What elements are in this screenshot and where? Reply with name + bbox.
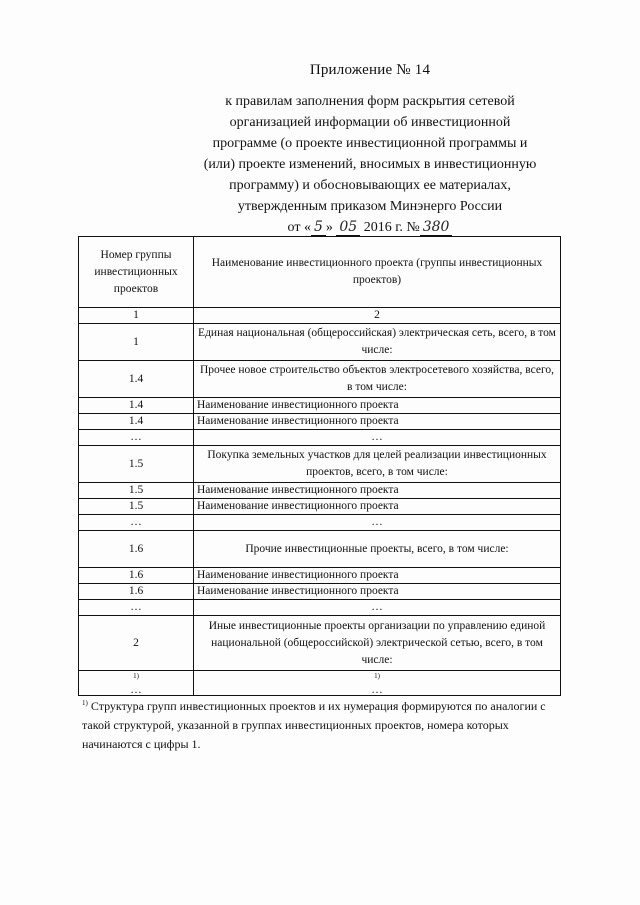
ellipsis-cell: …	[194, 430, 561, 446]
table-row	[79, 398, 561, 414]
table-row	[79, 324, 561, 361]
group-number: 1.5	[79, 483, 194, 499]
footnote-ref: 1)	[374, 672, 380, 680]
group-number: 1	[79, 324, 194, 361]
table-row	[79, 483, 561, 499]
rules-line: программу) и обосновывающих ее материалах,	[229, 178, 511, 193]
table-row	[79, 531, 561, 568]
ellipsis-cell: …	[194, 600, 561, 616]
project-name: Наименование инвестиционного проекта	[194, 414, 561, 430]
table-row	[79, 361, 561, 398]
group-name: Покупка земельных участков для целей реализации инвестиционных проектов, всего, в том числе:	[194, 446, 561, 483]
col1-index: 1	[79, 308, 194, 324]
table-index-row	[79, 308, 561, 324]
ellipsis-cell-footnoted	[79, 671, 194, 696]
project-name: Наименование инвестиционного проекта	[194, 499, 561, 515]
rules-line: к правилам заполнения форм раскрытия сетевой	[225, 94, 515, 109]
rules-line: (или) проекте изменений, вносимых в инвестиционную	[203, 157, 537, 172]
col2-header: Наименование инвестиционного проекта (группы инвестиционных проектов)	[194, 237, 561, 308]
rules-line: организацией информации об инвестиционной	[229, 115, 511, 130]
table-row	[79, 584, 561, 600]
table-row	[79, 446, 561, 483]
ellipsis-cell-footnoted	[194, 671, 561, 696]
group-name: Иные инвестиционные проекты организации по управлению единой национальной (общероссийской) электрической сетью, всего, в том числе:	[194, 616, 561, 671]
group-number: 1.4	[79, 361, 194, 398]
project-name: Наименование инвестиционного проекта	[194, 568, 561, 584]
ellipsis-text: …	[130, 683, 142, 696]
group-name: Прочие инвестиционные проекты, всего, в том числе:	[194, 531, 561, 568]
project-name: Наименование инвестиционного проекта	[194, 584, 561, 600]
table-row	[79, 568, 561, 584]
project-name: Наименование инвестиционного проекта	[194, 398, 561, 414]
date-month: 05	[336, 220, 360, 236]
group-number: 1.5	[79, 499, 194, 515]
table-row	[79, 499, 561, 515]
ellipsis-cell: …	[79, 515, 194, 531]
ellipsis-text: …	[371, 683, 383, 696]
projects-table	[78, 236, 561, 696]
table-row	[79, 515, 561, 531]
rules-line: утвержденным приказом Минэнерго России	[237, 199, 503, 214]
footnote-text: Структура групп инвестиционных проектов и их нумерация формируются по аналогии с такой структурой, указанной в группах инвестиционных проектов, номера которых начинаются с цифры 1.	[82, 699, 546, 751]
table-row	[79, 430, 561, 446]
table-row	[79, 414, 561, 430]
rules-reference	[150, 91, 590, 238]
table-row	[79, 616, 561, 671]
footnote-ref: 1)	[133, 672, 139, 680]
table-row	[79, 671, 561, 696]
order-date-line	[150, 217, 590, 238]
date-year: 2016 г. №	[363, 220, 420, 235]
table-row	[79, 600, 561, 616]
group-number: 1.4	[79, 414, 194, 430]
group-number: 2	[79, 616, 194, 671]
date-prefix: от «	[287, 220, 311, 235]
appendix-title: Приложение № 14	[309, 62, 431, 78]
footnote-mark: 1)	[82, 699, 88, 707]
date-mid: »	[325, 220, 333, 235]
group-number: 1.6	[79, 584, 194, 600]
group-name: Единая национальная (общероссийская) электрическая сеть, всего, в том числе:	[194, 324, 561, 361]
project-name: Наименование инвестиционного проекта	[194, 483, 561, 499]
table-header-row	[79, 237, 561, 308]
group-number: 1.5	[79, 446, 194, 483]
ellipsis-cell: …	[194, 515, 561, 531]
col1-header: Номер группы инвестиционных проектов	[79, 237, 194, 308]
group-name: Прочее новое строительство объектов электросетевого хозяйства, всего, в том числе:	[194, 361, 561, 398]
col2-index: 2	[194, 308, 561, 324]
ellipsis-cell: …	[79, 600, 194, 616]
date-day: 5	[311, 220, 326, 236]
ellipsis-cell: …	[79, 430, 194, 446]
footnote	[82, 694, 562, 754]
group-number: 1.6	[79, 531, 194, 568]
group-number: 1.6	[79, 568, 194, 584]
group-number: 1.4	[79, 398, 194, 414]
order-number: 380	[420, 220, 453, 236]
rules-line: программе (о проекте инвестиционной программы и	[212, 136, 528, 151]
